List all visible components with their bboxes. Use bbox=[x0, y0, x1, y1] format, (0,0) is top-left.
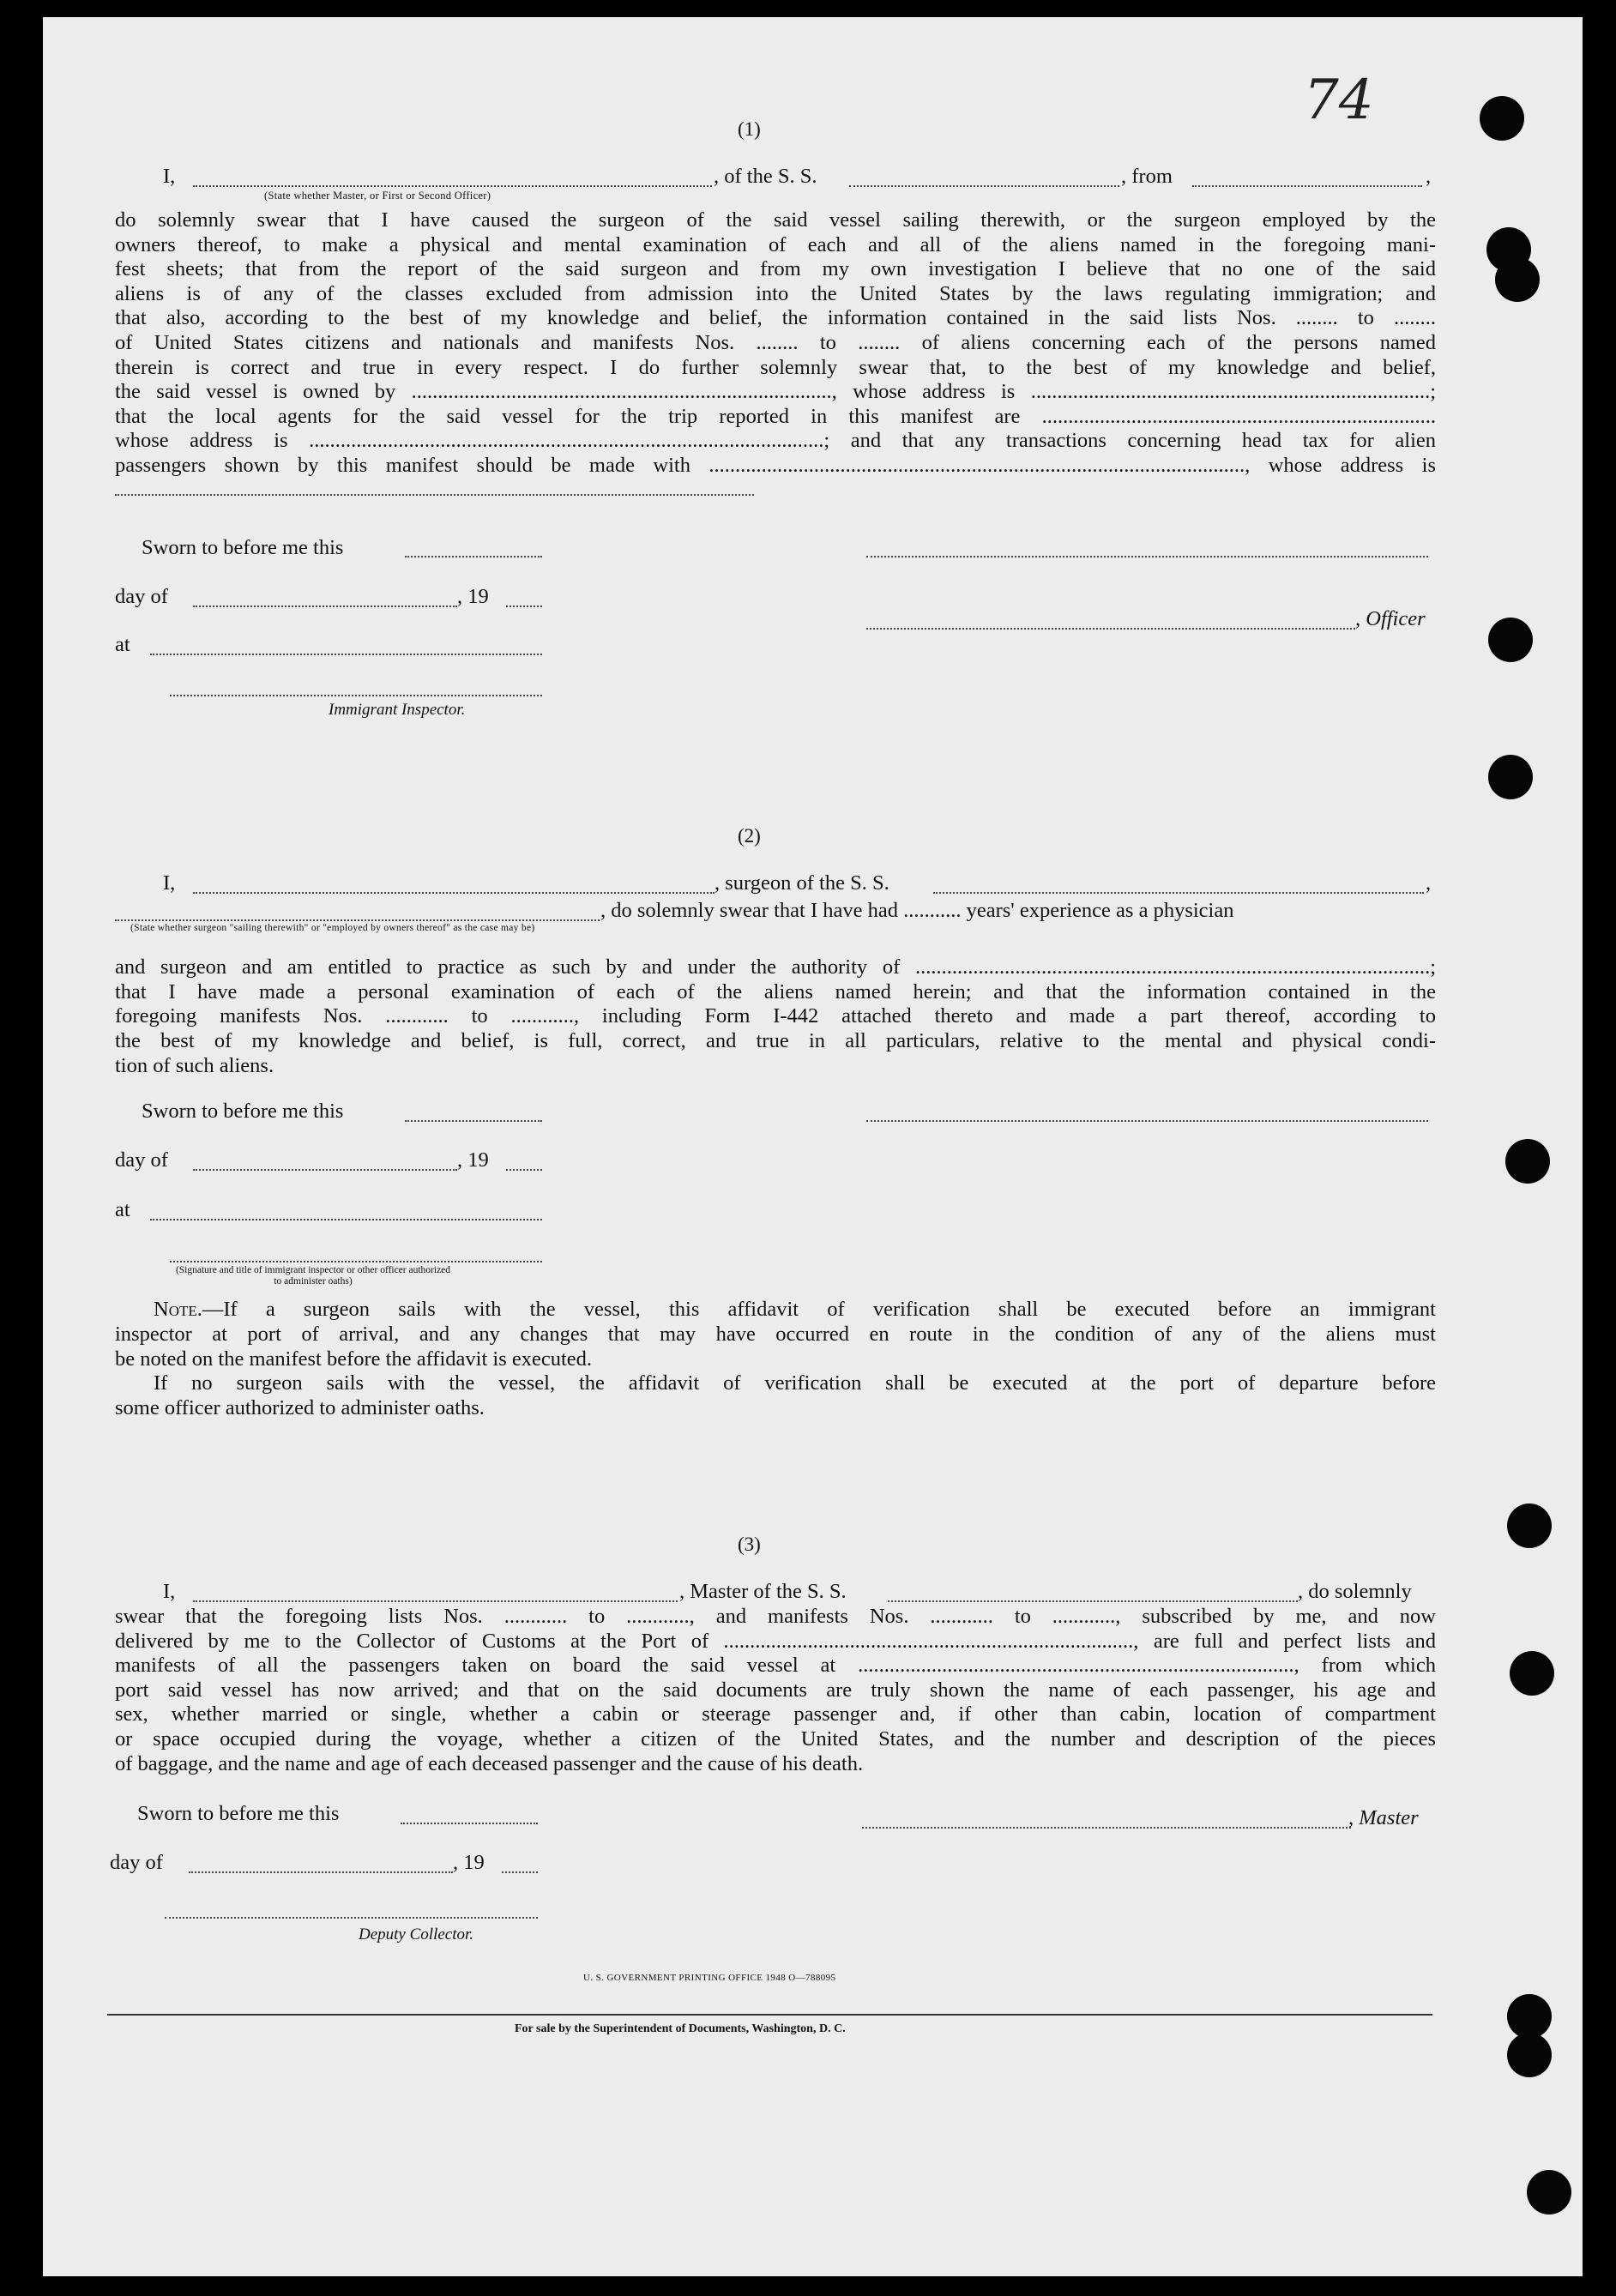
surgeon-status-blank bbox=[115, 919, 600, 921]
day-of-label-3: day of bbox=[110, 1851, 163, 1874]
address-continuation-blank bbox=[115, 494, 754, 496]
signature-caption-2: (Signature and title of immigrant inspector or other officer authorized to administer oaths) bbox=[175, 1265, 451, 1287]
sworn-label-2: Sworn to before me this bbox=[142, 1100, 344, 1123]
at-label-2: at bbox=[115, 1198, 130, 1221]
master-signature-blank-3 bbox=[862, 1827, 1351, 1829]
day-of-label-2: day of bbox=[115, 1148, 168, 1172]
year-blank-3 bbox=[502, 1871, 538, 1873]
day-of-blank-2 bbox=[193, 1169, 457, 1171]
section-2-i: I, bbox=[163, 871, 176, 895]
punch-hole bbox=[1527, 2170, 1571, 2215]
sworn-label-1: Sworn to before me this bbox=[142, 536, 344, 559]
note-label: Note. bbox=[154, 1298, 202, 1321]
from-label: , from bbox=[1121, 165, 1173, 188]
punch-hole bbox=[1495, 257, 1540, 302]
master-vessel-blank bbox=[888, 1600, 1298, 1602]
officer-label: , Officer bbox=[1355, 607, 1426, 630]
sworn-date-blank-2 bbox=[405, 1120, 542, 1122]
section-1-first-line: I, bbox=[163, 165, 176, 188]
gpo-imprint: U. S. GOVERNMENT PRINTING OFFICE 1948 O—788095 bbox=[583, 1973, 836, 1983]
punch-hole bbox=[1488, 618, 1533, 662]
day-of-blank-3 bbox=[189, 1871, 453, 1873]
year-blank-1 bbox=[506, 606, 542, 607]
master-of-ss: , Master of the S. S. bbox=[679, 1580, 847, 1603]
at-label-1: at bbox=[115, 633, 130, 656]
immigrant-inspector-label: Immigrant Inspector. bbox=[329, 701, 466, 719]
section-3-number: (3) bbox=[738, 1534, 761, 1555]
deputy-collector-label: Deputy Collector. bbox=[359, 1925, 474, 1943]
master-signature-blank-1 bbox=[866, 556, 1428, 557]
inspector-signature-blank bbox=[170, 695, 542, 696]
vessel-name-blank bbox=[849, 185, 1119, 187]
punch-hole bbox=[1480, 96, 1524, 141]
surgeon-of-ss: , surgeon of the S. S. bbox=[715, 871, 889, 895]
punch-hole bbox=[1505, 1139, 1550, 1184]
sworn-date-blank-3 bbox=[401, 1823, 538, 1824]
section-1-body: do solemnly swear that I have caused the surgeon of the said vessel sailing therewith, or the surgeon employed by the owners thereof, to make a physical and mental examination of each and all of the aliens named in the foregoing mani- fest sheets; that from the report of the said surgeon and from my own investigation I believe that no one of the said aliens is of any of the classes excluded from admission into the United States by the laws regulating immigration; and that also, according to the best of my knowledge and belief, the information contained in the said lists Nos. ........ to ........ of United States citizens and nationals and manifests Nos. ........ to ........ of aliens concerning each of the persons named therein is correct and true in every respect. I do further solemnly swear that, to the best of my knowledge and belief, the said vessel is owned by ................................................................................, whose address is ............................................................................; that the local agents for the said vessel for the trip reported in this manifest are ........................................................................... whose address is ..................................................................................................; and that any transactions concerning head tax for alien passengers shown by this manifest should be made with ......................................................................................................, whose address is bbox=[115, 208, 1436, 477]
section-1-number: (1) bbox=[738, 118, 761, 140]
section-3-body-last: of baggage, and the name and age of each deceased passenger and the cause of his death. bbox=[115, 1752, 864, 1775]
officer-signature-blank bbox=[866, 628, 1355, 630]
punch-hole bbox=[1507, 1504, 1552, 1548]
section-2-body: and surgeon and am entitled to practice as such by and under the authority of ..................................................................................................; that I have made a personal examination of each of the aliens named herein; and that the information contained in the foregoing manifests Nos. ............ to ............, including Form I-442 attached thereto and made a part thereof, according to the best of my knowledge and belief, is full, correct, and true in all particulars, relative to the mental and physical condi- bbox=[115, 955, 1436, 1052]
at-blank-1 bbox=[150, 654, 542, 655]
line-end-comma-2: , bbox=[1426, 871, 1432, 895]
handwritten-page-number: 74 bbox=[1304, 69, 1374, 132]
surgeon-name-blank bbox=[193, 892, 715, 894]
at-blank-2 bbox=[150, 1219, 542, 1220]
years-experience-line: , do solemnly swear that I have had ........... years' experience as a physician bbox=[600, 899, 1234, 922]
punch-hole bbox=[1488, 755, 1533, 799]
note-2-last-line: some officer authorized to administer oaths. bbox=[115, 1396, 485, 1419]
master-name-blank-3 bbox=[193, 1600, 678, 1602]
surgeon-vessel-blank bbox=[933, 892, 1424, 894]
section-3-i: I, bbox=[163, 1580, 176, 1603]
year-19-1: , 19 bbox=[457, 585, 489, 608]
punch-hole bbox=[1507, 2033, 1552, 2077]
document-page bbox=[43, 17, 1583, 2276]
deputy-collector-signature-blank bbox=[165, 1917, 538, 1919]
for-sale-line: For sale by the Superintendent of Documents, Washington, D. C. bbox=[515, 2022, 846, 2035]
line-end-comma: , bbox=[1426, 165, 1432, 188]
year-19-2: , 19 bbox=[457, 1148, 489, 1172]
day-of-blank-1 bbox=[193, 606, 457, 607]
from-port-blank bbox=[1192, 185, 1422, 187]
day-of-label-1: day of bbox=[115, 585, 168, 608]
punch-hole bbox=[1510, 1651, 1554, 1696]
footer-rule bbox=[107, 2014, 1432, 2016]
state-officer-caption: (State whether Master, or First or Second Officer) bbox=[264, 190, 491, 202]
sworn-date-blank-1 bbox=[405, 556, 542, 557]
surgeon-status-caption: (State whether surgeon "sailing therewith" or "employed by owners thereof" as the case may be) bbox=[130, 923, 535, 933]
sworn-label-3: Sworn to before me this bbox=[137, 1802, 340, 1825]
section-2-number: (2) bbox=[738, 825, 761, 847]
do-solemnly-3: , do solemnly bbox=[1298, 1580, 1412, 1603]
year-19-3: , 19 bbox=[453, 1851, 485, 1874]
of-the-ss: , of the S. S. bbox=[714, 165, 817, 188]
note-2-paragraph: If no surgeon sails with the vessel, the affidavit of verification shall be executed at the port of departure before bbox=[154, 1371, 1436, 1395]
section-2-body-last: tion of such aliens. bbox=[115, 1054, 274, 1077]
master-label: , Master bbox=[1348, 1806, 1419, 1829]
master-name-blank bbox=[193, 185, 712, 187]
section-3-body: swear that the foregoing lists Nos. ............ to ............, and manifests Nos. ............ to ............, subscribed by me, and now delivered by me to the Collector of Customs at the Port of .............................................................................., are full and perfect lists and manifests of all the passengers taken on board the said vessel at ..................................................................................., from which port said vessel has now arrived; and that on the said documents are truly shown the name of each passenger, his age and sex, whether married or single, whether a cabin or steerage passenger and, if other than cabin, location of compartment or space occupied during the voyage, whether a citizen of the United States, and the number and description of the pieces bbox=[115, 1605, 1436, 1751]
surgeon-signature-blank bbox=[866, 1120, 1428, 1122]
year-blank-2 bbox=[506, 1169, 542, 1171]
inspector-signature-blank-2 bbox=[170, 1261, 542, 1262]
note-paragraph: Note.—If a surgeon sails with the vessel, this affidavit of verification shall be executed before an immigrant inspector at port of arrival, and any changes that may have occurred en route in the condition of any of the aliens must bbox=[115, 1298, 1436, 1346]
note-last-line: be noted on the manifest before the affidavit is executed. bbox=[115, 1347, 593, 1371]
